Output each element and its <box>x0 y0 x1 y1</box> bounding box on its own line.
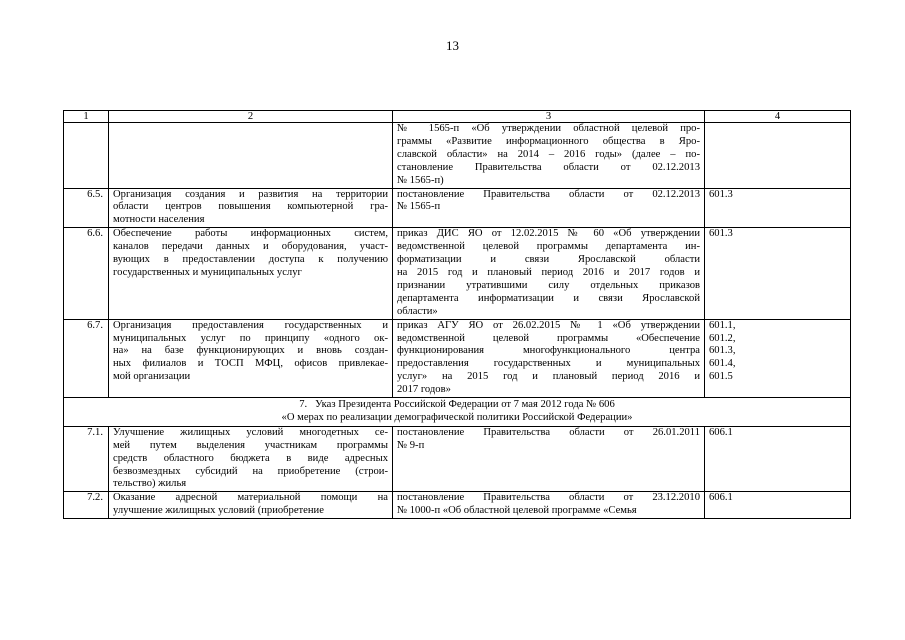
cell-line: безвозмездных субсидий на приобретение (строи- <box>113 465 388 477</box>
cell-line: форматизации и связи Ярославской области <box>397 254 700 266</box>
item-number: 7.1. <box>64 426 109 492</box>
column-header: 4 <box>705 111 851 123</box>
document-cell <box>393 123 705 189</box>
cell-line: на» на базе функционирующих и вновь создан- <box>113 345 388 357</box>
cell-line: услуг» на 2015 год и плановый период 2016 и <box>397 371 700 383</box>
column-header: 1 <box>64 111 109 123</box>
cell-line: 601.2, <box>709 332 736 344</box>
table-row <box>64 426 851 492</box>
cell-line: вующих в предоставлении доступа к получению <box>113 254 388 266</box>
item-number: 7.2. <box>64 492 109 519</box>
cell-line: мей путем выделения участникам программы <box>113 439 388 451</box>
section-title-line: «О мерах по реализации демографической политики Российской Федерации» <box>281 411 633 423</box>
cell-line: Оказание адресной материальной помощи на <box>113 492 388 504</box>
cell-line: функционирования многофункционального центра <box>397 345 700 357</box>
cell-line: постановление Правительства области от 23.12.2010 <box>397 492 700 504</box>
activity-cell <box>109 492 393 519</box>
document-cell <box>393 426 705 492</box>
table-row <box>64 228 851 319</box>
item-number <box>64 123 109 189</box>
cell-line: Организация предоставления государственных и <box>113 319 388 331</box>
cell-line: 601.4, <box>709 358 736 370</box>
cell-line: области центров повышения компьютерной гра- <box>113 201 388 213</box>
cell-line: становление Правительства области от 02.12.2013 <box>397 161 700 173</box>
cell-line: ведомственной целевой программы «Обеспечение <box>397 332 700 344</box>
cell-line: улучшение жилищных условий (приобретение <box>113 505 324 517</box>
codes-cell <box>705 188 851 228</box>
cell-line: № 1565-п «Об утверждении областной целевой про- <box>397 123 700 134</box>
document-cell <box>393 228 705 319</box>
cell-line: 601.3 <box>709 228 733 240</box>
cell-line: области» <box>397 305 438 317</box>
cell-line: ведомственной целевой программы департамента ин- <box>397 241 700 253</box>
activity-cell <box>109 188 393 228</box>
cell-line: 601.1, <box>709 319 736 331</box>
measures-table <box>63 110 851 519</box>
cell-line: 601.3 <box>709 188 733 200</box>
cell-line: Организация создания и развития на территории <box>113 188 388 200</box>
cell-line: № 1000-п «Об областной целевой программе «Семья <box>397 505 637 517</box>
document-cell <box>393 319 705 397</box>
item-number: 6.7. <box>64 319 109 397</box>
table-row <box>64 123 851 189</box>
codes-cell <box>705 492 851 519</box>
cell-line: мой организации <box>113 371 191 383</box>
cell-line: департамента информатизации и связи Ярославской <box>397 292 700 304</box>
item-number: 6.5. <box>64 188 109 228</box>
table-row <box>64 188 851 228</box>
cell-line: Улучшение жилищных условий многодетных се- <box>113 426 388 438</box>
codes-cell <box>705 228 851 319</box>
cell-line: граммы «Развитие информационного общества в Яро- <box>397 135 700 147</box>
cell-line: 601.3, <box>709 345 736 357</box>
cell-line: тельство) жилья <box>113 478 187 490</box>
table-row <box>64 319 851 397</box>
cell-line: ных филиалов и ТОСП МФЦ, офисов привлекае- <box>113 358 388 370</box>
activity-cell <box>109 426 393 492</box>
document-cell <box>393 492 705 519</box>
cell-line: Обеспечение работы информационных систем, <box>113 228 388 240</box>
column-header: 2 <box>109 111 393 123</box>
page-number: 13 <box>446 38 459 53</box>
cell-line: № 9-п <box>397 439 425 451</box>
codes-cell <box>705 123 851 189</box>
cell-line: государственных и муниципальных услуг <box>113 266 302 278</box>
table-header-row <box>64 111 851 123</box>
cell-line: средств областного бюджета в виде адресных <box>113 452 388 464</box>
item-number: 6.6. <box>64 228 109 319</box>
cell-line: № 1565-п <box>397 201 441 213</box>
section-row <box>64 398 851 427</box>
cell-line: 601.5 <box>709 371 733 383</box>
cell-line: предоставления государственных и муниципальных <box>397 358 700 370</box>
activity-cell <box>109 123 393 189</box>
document-cell <box>393 188 705 228</box>
codes-cell <box>705 426 851 492</box>
column-header: 3 <box>393 111 705 123</box>
table-row <box>64 492 851 519</box>
cell-line: № 1565-п) <box>397 174 444 186</box>
section-title-line: 7. Указ Президента Российской Федерации от 7 мая 2012 года № 606 <box>299 399 615 411</box>
activity-cell <box>109 228 393 319</box>
cell-line: приказ ДИС ЯО от 12.02.2015 № 60 «Об утверждении <box>397 228 700 240</box>
cell-line: каналов передачи данных и оборудования, участ- <box>113 241 388 253</box>
cell-line: постановление Правительства области от 02.12.2013 <box>397 188 700 200</box>
cell-line: муниципальных услуг по принципу «одного ок- <box>113 332 388 344</box>
codes-cell <box>705 319 851 397</box>
cell-line: 606.1 <box>709 492 733 504</box>
cell-line: приказ АГУ ЯО от 26.02.2015 № 1 «Об утверждении <box>397 319 700 331</box>
activity-cell <box>109 319 393 397</box>
section-title <box>64 398 851 427</box>
cell-line: 2017 годов» <box>397 384 451 396</box>
cell-line: славской области» на 2014 – 2016 годы» (далее – по- <box>397 148 700 160</box>
cell-line: мотности населения <box>113 214 205 226</box>
cell-line: постановление Правительства области от 26.01.2011 <box>397 426 700 438</box>
cell-line: признании утратившими силу отдельных приказов <box>397 279 700 291</box>
cell-line: 606.1 <box>709 426 733 438</box>
cell-line: на 2015 год и плановый период 2016 и 2017 годов и <box>397 266 700 278</box>
